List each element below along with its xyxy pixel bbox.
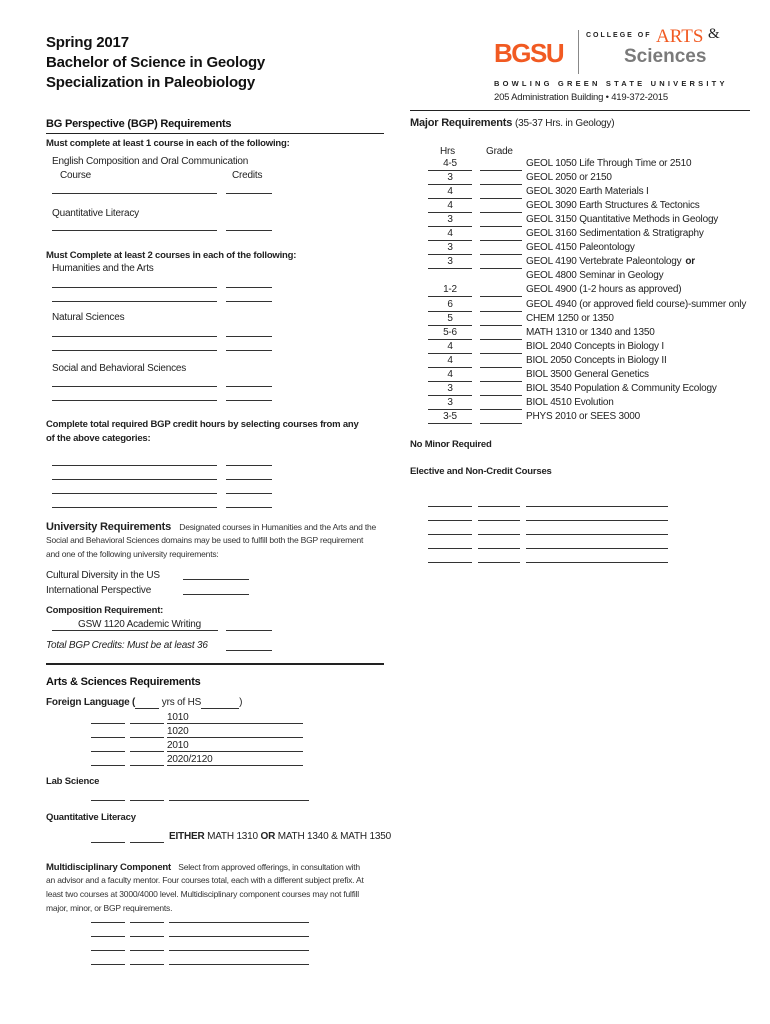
major-row: [410, 369, 750, 383]
natural-credits-2[interactable]: [226, 350, 272, 351]
major-row-hrs: 3: [428, 256, 472, 269]
address-line: 205 Administration Building • 419-372-2015: [494, 92, 668, 103]
major-row-course-text: GEOL 3150 Quantitative Methods in Geology: [526, 214, 719, 226]
major-row-course-text: GEOL 4900 (1-2 hours as approved): [526, 284, 682, 296]
major-row-grade-field[interactable]: [480, 313, 522, 326]
major-row-course-text: BIOL 4510 Evolution: [526, 396, 614, 408]
major-row-hrs: 1-2: [428, 284, 472, 297]
lab-course[interactable]: [169, 800, 309, 801]
english-credits-field[interactable]: [226, 193, 272, 194]
multi-desc-1: Select from approved offerings, in consultation with: [178, 862, 360, 872]
credits-col-label: Credits: [232, 170, 263, 181]
natural-course-2[interactable]: [52, 350, 217, 351]
must-one-text: Must complete at least 1 course in each of the following:: [46, 138, 290, 149]
lang-1020: 1020: [167, 726, 303, 738]
major-row-grade-field[interactable]: [480, 200, 522, 213]
major-row-course: [526, 228, 704, 240]
major-row-course-text: GEOL 3020 Earth Materials I: [526, 186, 649, 198]
bgp-rule: [46, 133, 384, 134]
major-row-course: [526, 369, 649, 381]
math-choice: [169, 831, 391, 842]
major-row-grade-field[interactable]: [480, 411, 522, 424]
major-row: [410, 270, 750, 284]
major-row-course-text: GEOL 4150 Paleontology: [526, 242, 635, 254]
international-field[interactable]: [183, 594, 249, 595]
elective-row-1[interactable]: [428, 494, 668, 508]
major-row-course-text: GEOL 2050 or 2150: [526, 172, 612, 184]
lab-hrs[interactable]: [91, 800, 125, 801]
multi-course-3[interactable]: [169, 950, 309, 951]
arts-quant-hrs[interactable]: [91, 842, 125, 843]
major-row-hrs: 3: [428, 172, 472, 185]
gsw-text: GSW 1120 Academic Writing: [78, 619, 202, 630]
major-row-hrs: 3-5: [428, 411, 472, 424]
major-row-course-text: BIOL 2050 Concepts in Biology II: [526, 354, 667, 366]
extra-credits-2[interactable]: [226, 479, 272, 480]
major-row-grade-field[interactable]: [480, 299, 522, 312]
major-row-course-text: GEOL 4190 Vertebrate Paleontology: [526, 256, 682, 268]
major-row-course: [526, 284, 681, 296]
major-row-course: [526, 341, 664, 353]
major-row: [410, 341, 750, 355]
major-row-course-text: GEOL 3090 Earth Structures & Tectonics: [526, 200, 700, 212]
logo-divider: [578, 30, 579, 74]
math-a-text: MATH 1310: [207, 831, 258, 842]
foreign-language-row: [46, 697, 242, 709]
major-row-hrs: 3: [428, 397, 472, 410]
major-row-hrs: 3: [428, 383, 472, 396]
page-title-line2: Bachelor of Science in Geology: [46, 54, 266, 71]
major-row: [410, 228, 750, 242]
college-of-text: COLLEGE OF: [586, 32, 652, 39]
lang-2020-hrs[interactable]: [91, 765, 125, 766]
major-row-grade-field[interactable]: [480, 214, 522, 227]
major-row-course: [526, 172, 612, 184]
major-row-course: [526, 397, 614, 409]
elective-row-2[interactable]: [428, 508, 668, 522]
elective-row-3[interactable]: [428, 522, 668, 536]
humanities-course-2[interactable]: [52, 301, 217, 302]
multi-grade-3[interactable]: [130, 950, 164, 951]
major-row-course: [526, 411, 640, 423]
quant-course-field[interactable]: [52, 230, 217, 231]
major-row-hrs: 4: [428, 200, 472, 213]
major-row-grade-field[interactable]: [480, 256, 522, 269]
major-row-grade-field[interactable]: [480, 172, 522, 185]
major-row-hrs: 4: [428, 228, 472, 241]
extra-credits-1[interactable]: [226, 465, 272, 466]
major-row-course: [526, 313, 614, 325]
major-row-course-text: BIOL 2040 Concepts in Biology I: [526, 340, 664, 352]
quant-label: Quantitative Literacy: [52, 208, 139, 219]
foreign-close: ): [239, 697, 243, 708]
english-course-field[interactable]: [52, 193, 217, 194]
lang-2010: 2010: [167, 740, 303, 752]
major-row-grade-field[interactable]: [480, 355, 522, 368]
social-credits-2[interactable]: [226, 400, 272, 401]
extra-credits-3[interactable]: [226, 493, 272, 494]
major-row-course-text: GEOL 1050 Life Through Time or 2510: [526, 158, 692, 169]
univ-block: [46, 519, 386, 534]
arts-quant-label: Quantitative Literacy: [46, 812, 136, 823]
lang-1010: 1010: [167, 712, 303, 724]
major-row: [410, 214, 750, 228]
major-row-course-text: GEOL 4800 Seminar in Geology: [526, 270, 664, 282]
major-row-hrs: 3: [428, 214, 472, 227]
elective-row-4[interactable]: [428, 536, 668, 550]
major-row: [410, 200, 750, 214]
multi-hrs-4[interactable]: [91, 964, 125, 965]
major-row-grade-field[interactable]: [480, 228, 522, 241]
multi-grade-2[interactable]: [130, 936, 164, 937]
major-row: [410, 411, 750, 425]
major-row: [410, 172, 750, 186]
total-bgp-label: Total BGP Credits: Must be at least 36: [46, 640, 208, 651]
lang-1020-hrs[interactable]: [91, 737, 125, 738]
arts-logo-text: ARTS: [656, 26, 704, 47]
extra-credits-4[interactable]: [226, 507, 272, 508]
lab-grade[interactable]: [130, 800, 164, 801]
lang-2020: 2020/2120: [167, 754, 303, 766]
major-row: [410, 242, 750, 256]
multi-heading: Multidisciplinary Component: [46, 862, 171, 873]
math-b-text: MATH 1340 & MATH 1350: [277, 831, 391, 842]
major-row-suffix: or: [685, 256, 695, 268]
major-row-hrs: 4-5: [428, 158, 472, 171]
major-row-grade-field[interactable]: [480, 397, 522, 410]
foreign-hs-extra-field[interactable]: [201, 697, 239, 709]
major-row-course: [526, 355, 667, 367]
grade-col-label: Grade: [486, 146, 513, 157]
major-row-course: [526, 242, 635, 254]
major-row: [410, 397, 750, 411]
lang-2010-hrs[interactable]: [91, 751, 125, 752]
lang-1010-hrs[interactable]: [91, 723, 125, 724]
foreign-label: Foreign Language (: [46, 697, 136, 708]
major-row-course: [526, 327, 655, 339]
major-row: [410, 256, 750, 270]
elective-heading: Elective and Non-Credit Courses: [410, 466, 552, 477]
multi-desc-3: least two courses at 3000/4000 level. Multidisciplinary component courses may not fulfill: [46, 889, 359, 899]
major-row-hrs: 5-6: [428, 327, 472, 340]
major-row-grade-field[interactable]: [480, 284, 522, 297]
major-row-course: [526, 186, 649, 198]
univ-desc-2: Social and Behavioral Sciences domains may be used to fulfill both the BGP requirement: [46, 535, 364, 545]
multi-desc-4: major, minor, or BGP requirements.: [46, 903, 173, 913]
major-row-hrs: 6: [428, 299, 472, 312]
complete-total-line2: of the above categories:: [46, 433, 151, 444]
international-label: International Perspective: [46, 585, 152, 596]
major-row-hrs: 3: [428, 242, 472, 255]
natural-label: Natural Sciences: [52, 312, 125, 323]
major-row: [410, 284, 750, 298]
social-credits-1[interactable]: [226, 386, 272, 387]
major-heading: Major Requirements: [410, 117, 513, 129]
cultural-label: Cultural Diversity in the US: [46, 570, 160, 581]
major-row-hrs: 4: [428, 355, 472, 368]
bgp-heading: BG Perspective (BGP) Requirements: [46, 118, 232, 130]
major-row-grade-field[interactable]: [480, 186, 522, 199]
lab-science-label: Lab Science: [46, 776, 100, 787]
natural-course-1[interactable]: [52, 336, 217, 337]
arts-quant-grade[interactable]: [130, 842, 164, 843]
ampersand-text: &: [708, 26, 720, 42]
arts-heading: Arts & Sciences Requirements: [46, 676, 201, 688]
major-row-course: [526, 256, 695, 268]
foreign-hs-years-field[interactable]: [135, 697, 159, 709]
hrs-col-label: Hrs: [440, 146, 455, 157]
complete-total-line1: Complete total required BGP credit hours by selecting courses from any: [46, 419, 359, 430]
arts-rule: [46, 663, 384, 665]
lang-1010-grade[interactable]: [130, 723, 164, 724]
english-label: English Composition and Oral Communication: [52, 156, 249, 167]
major-row: [410, 313, 750, 327]
humanities-course-1[interactable]: [52, 287, 217, 288]
multi-course-2[interactable]: [169, 936, 309, 937]
univ-desc-3: and one of the following university requirements:: [46, 549, 219, 559]
major-row: [410, 299, 750, 313]
foreign-hs-label: yrs of HS: [161, 697, 202, 708]
major-row-hrs: 4: [428, 341, 472, 354]
major-row-course: [526, 383, 717, 395]
course-col-label: Course: [60, 170, 92, 181]
multi-hrs-3[interactable]: [91, 950, 125, 951]
sciences-logo-text: Sciences: [624, 46, 707, 67]
bgsu-logo: BGSU: [494, 38, 564, 68]
multi-course-1[interactable]: [169, 922, 309, 923]
major-row-course-text: BIOL 3500 General Genetics: [526, 368, 649, 380]
extra-course-4[interactable]: [52, 507, 217, 508]
humanities-credits-1[interactable]: [226, 287, 272, 288]
natural-credits-1[interactable]: [226, 336, 272, 337]
university-name: BOWLING GREEN STATE UNIVERSITY: [494, 79, 728, 88]
major-row-grade-field[interactable]: [480, 383, 522, 396]
gsw-credits-field[interactable]: [226, 630, 272, 631]
social-label: Social and Behavioral Sciences: [52, 363, 187, 374]
lang-2010-grade[interactable]: [130, 751, 164, 752]
must-two-text: Must Complete at least 2 courses in each of the following:: [46, 250, 297, 261]
major-heading-sub: (35-37 Hrs. in Geology): [515, 118, 615, 129]
total-bgp-field[interactable]: [226, 650, 272, 651]
or-text: OR: [260, 831, 276, 842]
major-row-hrs: 4: [428, 186, 472, 199]
multi-hrs-1[interactable]: [91, 922, 125, 923]
multi-grade-1[interactable]: [130, 922, 164, 923]
major-row-course: [526, 214, 718, 226]
gsw-course: [52, 619, 218, 631]
major-row-course-text: MATH 1310 or 1340 and 1350: [526, 326, 655, 338]
major-row-grade-field[interactable]: [480, 242, 522, 255]
major-row-course-text: BIOL 3540 Population & Community Ecology: [526, 382, 717, 394]
cultural-field[interactable]: [183, 579, 249, 580]
extra-course-3[interactable]: [52, 493, 217, 494]
either-text: EITHER: [169, 831, 205, 842]
major-row-hrs: 5: [428, 313, 472, 326]
major-row: [410, 355, 750, 369]
univ-heading: University Requirements: [46, 521, 171, 533]
multi-course-4[interactable]: [169, 964, 309, 965]
quant-credits-field[interactable]: [226, 230, 272, 231]
page-title-line1: Spring 2017: [46, 34, 129, 51]
major-row-course-text: CHEM 1250 or 1350: [526, 312, 614, 324]
major-row-hrs: 4: [428, 369, 472, 382]
lang-1020-grade[interactable]: [130, 737, 164, 738]
header-rule: [410, 110, 750, 111]
major-row-grade-field[interactable]: [480, 341, 522, 354]
major-row-course: [526, 299, 746, 311]
humanities-label: Humanities and the Arts: [52, 263, 154, 274]
major-row-course-text: GEOL 3160 Sedimentation & Stratigraphy: [526, 228, 704, 240]
multi-grade-4[interactable]: [130, 964, 164, 965]
elective-row-5[interactable]: [428, 550, 668, 564]
major-row-course-text: PHYS 2010 or SEES 3000: [526, 410, 641, 422]
extra-course-1[interactable]: [52, 465, 217, 466]
multi-desc-2: an advisor and a faculty mentor. Four courses total, each with a different subject prefix. At: [46, 875, 364, 885]
major-row: [410, 186, 750, 200]
major-row-grade-field[interactable]: [480, 158, 522, 171]
major-row-course: [526, 200, 700, 212]
major-row-grade-field[interactable]: [480, 369, 522, 382]
major-row-course: [526, 158, 691, 170]
no-minor-label: No Minor Required: [410, 439, 492, 450]
extra-course-2[interactable]: [52, 479, 217, 480]
social-course-2[interactable]: [52, 400, 217, 401]
humanities-credits-2[interactable]: [226, 301, 272, 302]
social-course-1[interactable]: [52, 386, 217, 387]
univ-desc-1: Designated courses in Humanities and the Arts and the: [179, 522, 377, 532]
major-row: [410, 158, 750, 172]
major-row-grade-field[interactable]: [480, 327, 522, 340]
major-heading-row: [410, 117, 614, 129]
major-row-course-text: GEOL 4940 (or approved field course)-summer only: [526, 298, 747, 310]
major-row: [410, 383, 750, 397]
major-row: [410, 327, 750, 341]
lang-2020-grade[interactable]: [130, 765, 164, 766]
major-row-course: [526, 270, 663, 282]
composition-heading: Composition Requirement:: [46, 605, 164, 616]
multi-hrs-2[interactable]: [91, 936, 125, 937]
page-title-line3: Specialization in Paleobiology: [46, 74, 256, 91]
